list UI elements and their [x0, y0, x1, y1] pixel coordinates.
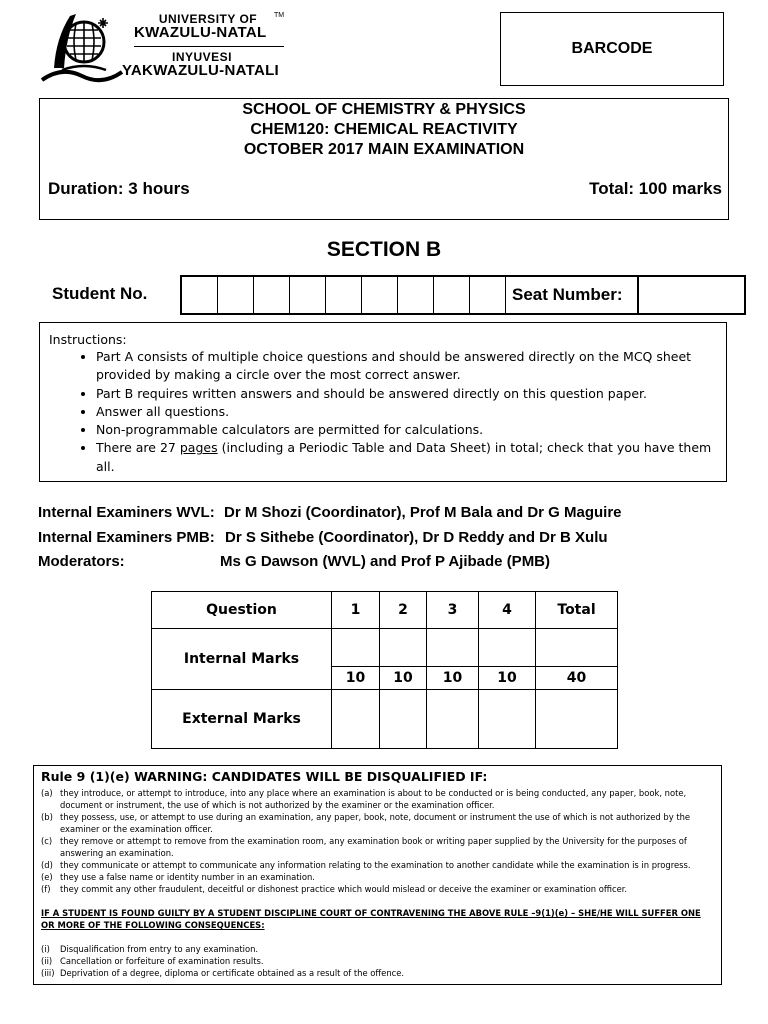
- university-logo: [40, 8, 300, 86]
- logo-kwazulu-natal: KWAZULU-NATAL: [134, 24, 267, 41]
- marks-header-cell: 2: [380, 592, 427, 629]
- examiners-wvl-label: Internal Examiners WVL:: [38, 504, 215, 521]
- logo-divider: [134, 46, 284, 47]
- rule-item: [41, 884, 713, 896]
- rule-key: (e): [41, 872, 53, 882]
- internal-mark-input-cell[interactable]: [380, 629, 427, 667]
- barcode-box: BARCODE: [500, 12, 724, 86]
- consequence-key: (ii): [41, 956, 53, 966]
- external-mark-input-cell[interactable]: [332, 690, 380, 749]
- ukzn-crest-icon: [40, 8, 124, 86]
- consequence-item: [41, 968, 713, 980]
- student-number-digit-box[interactable]: [326, 277, 362, 313]
- examiners-wvl: [38, 504, 622, 521]
- examiners-pmb: [38, 529, 608, 546]
- internal-mark-input-cell[interactable]: [332, 629, 380, 667]
- rule-text: they introduce, or attempt to introduce, into any place where an examination is about to be conducted or is being conducted, any paper, book, note, document or instrument, the use of which is not authorized by the examiner or the examination officer.: [60, 788, 687, 810]
- marks-header-cell: 1: [332, 592, 380, 629]
- max-mark-cell: 40: [536, 667, 618, 690]
- instruction-item: • Part B requires written answers and should be answered directly on this question paper.: [96, 385, 726, 403]
- external-mark-input-cell[interactable]: [479, 690, 536, 749]
- instruction-text: (including a Periodic Table and Data Sheet) in total; check that you have them all.: [96, 440, 712, 474]
- instruction-item: • Part A consists of multiple choice questions and should be answered directly on the MCQ sheet provided by making a circle over the most correct answer.: [96, 348, 726, 385]
- rule-text: they use a false name or identity number in an examination.: [60, 872, 315, 882]
- student-number-digit-box[interactable]: [290, 277, 326, 313]
- max-mark-cell: 10: [427, 667, 479, 690]
- marks-header-cell: Total: [536, 592, 618, 629]
- external-marks-row: [152, 690, 618, 749]
- seat-number-label: Seat Number:: [506, 277, 639, 313]
- external-marks-label: External Marks: [152, 690, 332, 749]
- external-mark-input-cell[interactable]: [380, 690, 427, 749]
- logo-yakwazulu-natali: YAKWAZULU-NATALI: [122, 62, 280, 79]
- examiners-pmb-value: Dr S Sithebe (Coordinator), Dr D Reddy and Dr B Xulu: [225, 529, 608, 546]
- external-mark-input-cell[interactable]: [427, 690, 479, 749]
- internal-marks-label: Internal Marks: [152, 629, 332, 690]
- examiners-wvl-value: Dr M Shozi (Coordinator), Prof M Bala and Dr G Maguire: [224, 504, 622, 521]
- exam-total-marks: Total: 100 marks: [589, 179, 722, 198]
- rule-item: [41, 836, 713, 860]
- rule-text: they commit any other fraudulent, deceitful or dishonest practice which would mislead or deceive the examiner or examination officer.: [60, 884, 628, 894]
- max-mark-cell: 10: [380, 667, 427, 690]
- student-number-label: Student No.: [52, 284, 148, 303]
- instructions-list: [64, 348, 726, 476]
- seat-number-box[interactable]: [639, 277, 744, 313]
- course-title: CHEM120: CHEMICAL REACTIVITY: [250, 121, 518, 138]
- student-number-digit-box[interactable]: [254, 277, 290, 313]
- instruction-item: • Answer all questions.: [96, 403, 726, 421]
- logo-university-of: UNIVERSITY OF: [158, 12, 258, 26]
- rule-item: [41, 812, 713, 836]
- rule-text: they remove or attempt to remove from the examination room, any examination book or writing paper supplied by the University for the purposes of answering an examination.: [60, 836, 687, 858]
- examiners-pmb-label: Internal Examiners PMB:: [38, 529, 215, 546]
- student-number-digit-box[interactable]: [398, 277, 434, 313]
- consequence-text: Cancellation or forfeiture of examination results.: [60, 956, 264, 966]
- student-number-digit-box[interactable]: [470, 277, 506, 313]
- rule-text: they communicate or attempt to communicate any information relating to the examination to another candidate while the examination is in progress.: [60, 860, 691, 870]
- consequence-key: (i): [41, 944, 50, 954]
- rule-key: (c): [41, 836, 53, 846]
- rule-key: (f): [41, 884, 51, 894]
- max-mark-cell: 10: [332, 667, 380, 690]
- exam-duration: Duration: 3 hours: [48, 179, 190, 198]
- external-mark-input-cell[interactable]: [536, 690, 618, 749]
- student-number-grid: [180, 275, 746, 315]
- marks-header-cell: 4: [479, 592, 536, 629]
- consequence-text: Disqualification from entry to any examination.: [60, 944, 259, 954]
- section-title: SECTION B: [326, 238, 442, 261]
- rule-key: (d): [41, 860, 53, 870]
- internal-marks-row: [152, 629, 618, 667]
- max-mark-cell: 10: [479, 667, 536, 690]
- student-number-digit-box[interactable]: [218, 277, 254, 313]
- moderators: [38, 553, 551, 570]
- consequence-item: [41, 944, 713, 956]
- student-number-digit-box[interactable]: [182, 277, 218, 313]
- rule-key: (a): [41, 788, 53, 798]
- marks-header-cell: 3: [427, 592, 479, 629]
- internal-mark-input-cell[interactable]: [479, 629, 536, 667]
- consequence-text: Deprivation of a degree, diploma or certificate obtained as a result of the offence.: [60, 968, 405, 978]
- school-name: SCHOOL OF CHEMISTRY & PHYSICS: [242, 101, 526, 118]
- moderators-value: Ms G Dawson (WVL) and Prof P Ajibade (PMB): [220, 553, 551, 570]
- rule-key: (b): [41, 812, 53, 822]
- rule-item: [41, 860, 713, 872]
- moderators-label: Moderators:: [38, 553, 125, 570]
- instructions-box: [39, 322, 727, 482]
- instruction-text: There are 27: [96, 440, 180, 456]
- rule-text: they possess, use, or attempt to use during an examination, any paper, book, note, document or instrument the use of which is not authorized by the examiner or the examination officer.: [60, 812, 691, 834]
- rule-item: [41, 872, 713, 884]
- instructions-title: Instructions:: [49, 332, 127, 347]
- exam-header-box: [39, 98, 729, 220]
- consequence-key: (iii): [41, 968, 55, 978]
- internal-mark-input-cell[interactable]: [536, 629, 618, 667]
- rules-title: Rule 9 (1)(e) WARNING: CANDIDATES WILL BE DISQUALIFIED IF:: [41, 769, 488, 784]
- student-number-digit-box[interactable]: [434, 277, 470, 313]
- marks-table: [151, 591, 618, 749]
- exam-session: OCTOBER 2017 MAIN EXAMINATION: [243, 141, 525, 158]
- consequence-item: [41, 956, 713, 968]
- internal-mark-input-cell[interactable]: [427, 629, 479, 667]
- marks-header-cell: Question: [152, 592, 332, 629]
- instruction-item: • Non-programmable calculators are permitted for calculations.: [96, 421, 726, 439]
- rule-item: [41, 788, 713, 812]
- logo-trademark: TM: [274, 12, 285, 19]
- disqualification-rules-box: [33, 765, 722, 985]
- instruction-item: [96, 439, 726, 476]
- instruction-underlined-word: pages: [179, 440, 218, 456]
- marks-table-header-row: [152, 592, 618, 629]
- logo-inyuvesi: INYUVESI: [172, 50, 233, 64]
- rules-consequence-warning: IF A STUDENT IS FOUND GUILTY BY A STUDENT DISCIPLINE COURT OF CONTRAVENING THE ABOVE RULE –9(1)(e) – SHE/HE WILL SUFFER ONE OR MORE OF THE FOLLOWING CONSEQUENCES:: [41, 908, 701, 930]
- student-number-digit-box[interactable]: [362, 277, 398, 313]
